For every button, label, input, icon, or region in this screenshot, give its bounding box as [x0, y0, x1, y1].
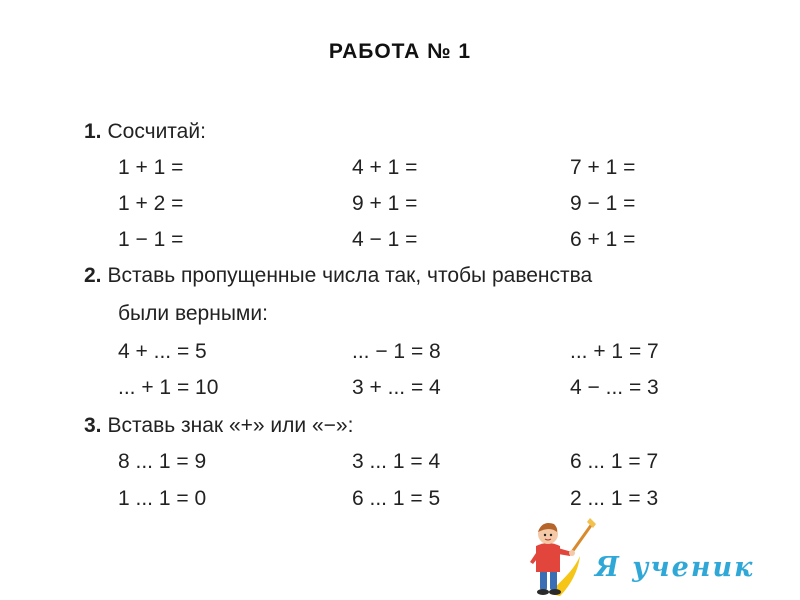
task-2-expr: 4 − ... = 3	[570, 376, 659, 399]
task-1-heading	[84, 120, 206, 144]
task-1-expr: 1 + 2 =	[118, 192, 184, 215]
schoolboy-with-brush-icon	[520, 512, 600, 598]
task-1-expr: 7 + 1 =	[570, 156, 636, 179]
task-2-expr: ... − 1 = 8	[352, 340, 441, 363]
task-3-expr: 6 ... 1 = 5	[352, 487, 441, 510]
task-2-text: Вставь пропущенные числа так, чтобы равенства	[107, 264, 593, 287]
task-2-expr: ... + 1 = 10	[118, 376, 219, 399]
logo-text: Я ученик	[595, 552, 755, 583]
task-3-expr: 3 ... 1 = 4	[352, 450, 441, 473]
task-2-expr: 4 + ... = 5	[118, 340, 207, 363]
task-2-text-continued: были верными:	[118, 302, 268, 325]
ya-uchenik-logo	[520, 512, 790, 598]
task-3-heading	[84, 414, 353, 438]
task-1-expr: 4 − 1 =	[352, 228, 418, 251]
task-3-number: 3.	[84, 414, 102, 437]
task-2-number: 2.	[84, 264, 102, 287]
task-1-expr: 9 + 1 =	[352, 192, 418, 215]
task-3-expr: 1 ... 1 = 0	[118, 487, 207, 510]
task-2-expr: ... + 1 = 7	[570, 340, 659, 363]
task-1-text: Сосчитай:	[107, 120, 206, 143]
task-1-expr: 4 + 1 =	[352, 156, 418, 179]
task-2-expr: 3 + ... = 4	[352, 376, 441, 399]
task-1-expr: 1 − 1 =	[118, 228, 184, 251]
page-title: РАБОТА № 1	[328, 40, 472, 63]
task-3-expr: 2 ... 1 = 3	[570, 487, 659, 510]
task-3-expr: 6 ... 1 = 7	[570, 450, 659, 473]
task-1-expr: 9 − 1 =	[570, 192, 636, 215]
task-1-expr: 1 + 1 =	[118, 156, 184, 179]
task-1-expr: 6 + 1 =	[570, 228, 636, 251]
task-1-number: 1.	[84, 120, 102, 143]
task-3-text: Вставь знак «+» или «−»:	[107, 414, 354, 437]
task-2-heading	[84, 264, 592, 288]
task-3-expr: 8 ... 1 = 9	[118, 450, 207, 473]
